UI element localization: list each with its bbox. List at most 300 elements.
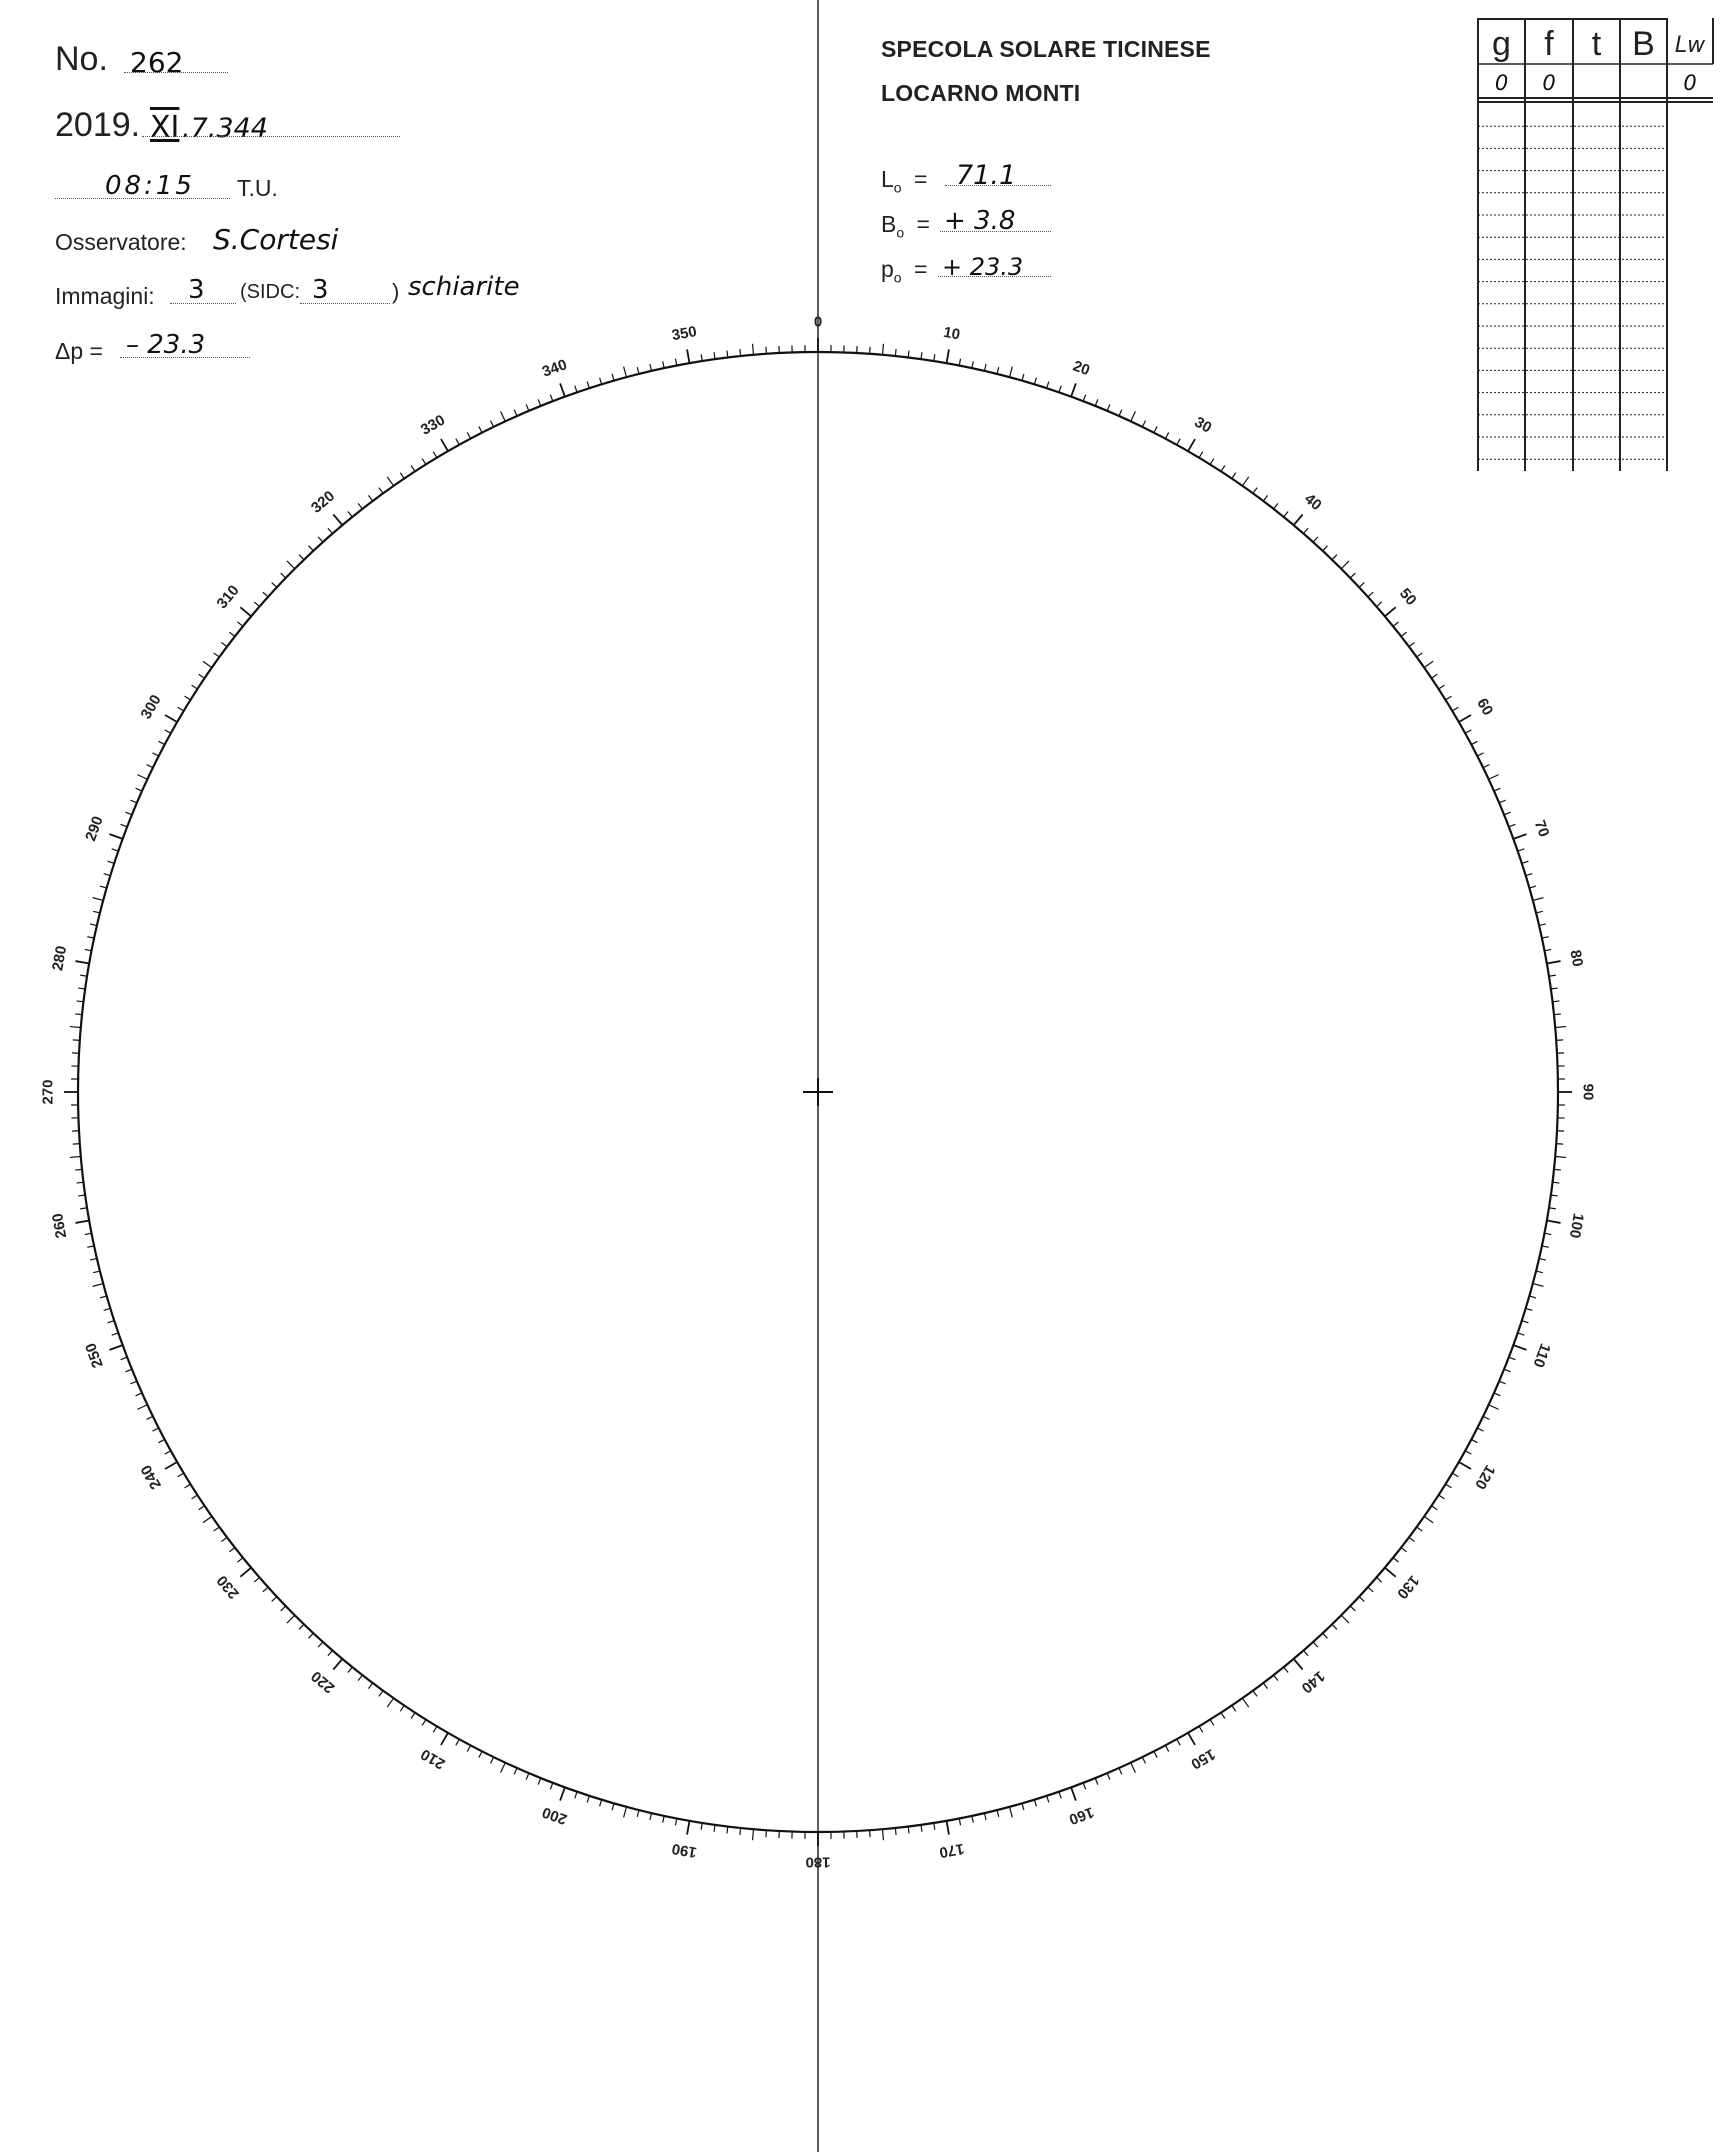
degree-tick [575, 1792, 577, 1799]
degree-tick [158, 1439, 164, 1442]
degree-tick [1199, 1726, 1203, 1732]
degree-tick [1526, 1308, 1533, 1310]
degree-tick [1401, 1548, 1407, 1552]
degree-tick [1551, 988, 1558, 989]
degree-tick [112, 1333, 119, 1335]
degree-tick [1465, 730, 1471, 733]
degree-tick [714, 1825, 715, 1832]
degree-tick [87, 937, 94, 938]
degree-tick [908, 1826, 909, 1833]
count-header-g: g [1492, 25, 1511, 63]
degree-tick [104, 874, 111, 876]
degree-tick [1483, 1416, 1489, 1419]
l0-label [881, 166, 927, 196]
degree-tick [1509, 1357, 1516, 1360]
degree-tick [1047, 1796, 1049, 1803]
degree-tick [272, 1597, 277, 1602]
degree-tick [1533, 1284, 1544, 1287]
degree-tick [1522, 861, 1529, 863]
degree-tick [422, 1720, 426, 1726]
degree-tick [1499, 1381, 1505, 1384]
degree-tick [1504, 1369, 1510, 1372]
sidc-value: 3 [312, 275, 329, 305]
degree-tick [78, 1195, 85, 1196]
degree-tick [87, 1246, 94, 1247]
degree-tick [1554, 1014, 1561, 1015]
degree-tick [1359, 1597, 1364, 1602]
degree-tick [612, 1803, 614, 1810]
degree-tick [984, 1813, 986, 1820]
degree-tick [254, 602, 259, 607]
degree-tick [1552, 1182, 1559, 1183]
angle-label-50: 50 [1395, 585, 1420, 609]
degree-tick [1431, 674, 1437, 678]
degree-tick [299, 1624, 304, 1629]
angle-label-250: 250 [82, 1340, 107, 1371]
degree-tick [221, 642, 227, 646]
angle-label-200: 200 [539, 1803, 570, 1828]
images-value: 3 [188, 275, 205, 305]
degree-tick [753, 1829, 754, 1840]
angle-label-120: 120 [1471, 1461, 1499, 1493]
date-underline [142, 136, 400, 137]
degree-tick [1417, 1527, 1423, 1531]
p0-underline [938, 276, 1051, 277]
angle-label-130: 130 [1393, 1571, 1423, 1602]
degree-tick [1424, 1516, 1433, 1522]
degree-tick [1471, 1439, 1477, 1442]
angle-label-290: 290 [82, 813, 107, 844]
degree-tick [587, 382, 589, 389]
angle-label-220: 220 [308, 1667, 339, 1697]
degree-tick [1555, 1027, 1566, 1028]
degree-tick [192, 685, 198, 689]
degree-tick [1350, 1606, 1355, 1611]
angle-label-310: 310 [213, 582, 243, 613]
degree-tick [130, 1381, 136, 1384]
b0-value: + 3.8 [944, 206, 1016, 236]
degree-tick [1047, 382, 1049, 389]
degree-tick [526, 404, 529, 410]
degree-tick [1341, 1615, 1349, 1623]
degree-tick [1313, 1642, 1318, 1647]
degree-tick [328, 1650, 333, 1655]
degree-tick [152, 753, 158, 756]
angle-label-270: 270 [39, 1079, 57, 1105]
degree-tick [1513, 1345, 1526, 1350]
degree-tick [997, 367, 999, 374]
degree-tick [575, 386, 577, 393]
degree-tick [1368, 592, 1373, 597]
images-label: Immagini: [55, 283, 155, 309]
degree-tick [1401, 632, 1407, 636]
degree-tick [538, 1778, 541, 1784]
degree-tick [1542, 937, 1549, 938]
degree-tick [587, 1796, 589, 1803]
l0-letter: L [881, 166, 894, 192]
l0-value: 71.1 [956, 160, 1017, 191]
angle-label-330: 330 [417, 411, 449, 439]
degree-tick [165, 1462, 177, 1469]
degree-tick [77, 1182, 84, 1183]
degree-tick [136, 788, 142, 791]
degree-tick [328, 528, 333, 533]
degree-tick [921, 352, 922, 359]
degree-tick [237, 1558, 242, 1562]
degree-tick [663, 1816, 664, 1823]
degree-tick [165, 730, 171, 733]
degree-tick [1332, 1624, 1337, 1629]
degree-tick [1544, 1233, 1551, 1234]
degree-tick [1518, 849, 1525, 851]
degree-tick [1131, 411, 1136, 421]
observer-label: Osservatore: [55, 229, 187, 255]
degree-tick [178, 1473, 184, 1477]
degree-tick [318, 537, 323, 542]
degree-tick [1533, 898, 1544, 901]
degree-tick [560, 383, 565, 396]
degree-tick [1119, 1768, 1122, 1774]
l0-eq: = [913, 166, 928, 192]
degree-tick [109, 1345, 122, 1350]
degree-tick [612, 374, 614, 381]
degree-tick [203, 1516, 212, 1522]
count-header-lw: Lw [1674, 33, 1706, 58]
degree-tick [254, 1577, 259, 1582]
degree-tick [147, 1416, 153, 1419]
angle-label-210: 210 [417, 1745, 449, 1773]
angle-label-350: 350 [670, 323, 699, 345]
degree-tick [272, 583, 277, 588]
degree-tick [1549, 975, 1556, 976]
degree-tick [78, 988, 85, 989]
degree-tick [1071, 383, 1076, 396]
degree-tick [1059, 1792, 1061, 1799]
degree-tick [1188, 439, 1195, 451]
degree-tick [1165, 432, 1168, 438]
degree-tick [1494, 788, 1500, 791]
degree-tick [100, 886, 107, 888]
degree-tick [1439, 685, 1445, 689]
degree-tick [1489, 1405, 1499, 1410]
degree-tick [1010, 367, 1013, 378]
degree-tick [514, 1768, 517, 1774]
degree-tick [1439, 1495, 1445, 1499]
degree-tick [501, 1763, 506, 1773]
p0-value: + 23.3 [942, 253, 1024, 281]
count-value-g: 0 [1494, 71, 1509, 95]
degree-tick [1350, 573, 1355, 578]
delta-p-value: – 23.3 [126, 330, 206, 360]
p0-label [881, 256, 927, 286]
degree-tick [479, 426, 482, 432]
degree-tick [1431, 1506, 1437, 1510]
degree-tick [1459, 715, 1471, 722]
degree-tick [263, 592, 268, 597]
degree-tick [348, 511, 352, 516]
degree-tick [192, 1495, 198, 1499]
sidc-underline [300, 303, 390, 304]
degree-tick [882, 344, 883, 355]
degree-tick [1504, 812, 1510, 815]
degree-tick [1022, 1803, 1024, 1810]
degree-tick [165, 1451, 171, 1454]
degree-tick [185, 696, 191, 700]
angle-label-160: 160 [1066, 1803, 1097, 1828]
count-value-f: 0 [1542, 71, 1556, 95]
degree-tick [240, 1568, 251, 1577]
sunspot-count-table [1477, 18, 1716, 476]
degree-tick [1034, 1800, 1036, 1807]
degree-tick [753, 344, 754, 355]
degree-tick [1509, 824, 1516, 827]
time-value: 08:15 [105, 171, 195, 201]
angle-label-10: 10 [942, 323, 962, 344]
angle-label-260: 260 [49, 1211, 71, 1240]
degree-tick [75, 1220, 89, 1222]
degree-tick [491, 421, 494, 427]
degree-tick [152, 1428, 158, 1431]
degree-tick [650, 364, 652, 371]
degree-tick [600, 378, 602, 385]
degree-tick [281, 1606, 286, 1611]
degree-tick [1465, 1451, 1471, 1454]
degree-tick [75, 961, 89, 963]
degree-tick [263, 1587, 268, 1592]
degree-tick [1232, 473, 1236, 479]
degree-tick [1554, 1169, 1561, 1170]
degree-tick [1177, 1739, 1180, 1745]
degree-tick [1142, 421, 1145, 427]
degree-tick [358, 1675, 362, 1681]
degree-tick [1210, 459, 1214, 465]
degree-tick [1313, 537, 1318, 542]
date-prefix: 2019. [55, 106, 141, 144]
b0-sub: o [896, 224, 905, 241]
degree-tick [1323, 546, 1328, 551]
degree-tick [1274, 1675, 1278, 1681]
degree-tick [1542, 1246, 1549, 1247]
number-label: No. [55, 40, 108, 78]
degree-tick [1284, 511, 1288, 516]
degree-tick [333, 1659, 342, 1670]
degree-tick [1459, 1462, 1471, 1469]
count-table-grid [1477, 18, 1716, 471]
degree-tick [1539, 924, 1546, 926]
degree-tick [934, 354, 935, 361]
degree-tick [1303, 528, 1308, 533]
degree-tick [199, 674, 205, 678]
degree-tick [1544, 949, 1551, 950]
degree-tick [687, 349, 689, 363]
degree-tick [701, 1823, 702, 1830]
degree-tick [1417, 653, 1423, 657]
degree-tick [984, 364, 986, 371]
degree-tick [1154, 426, 1157, 432]
degree-tick [1368, 1587, 1373, 1592]
degree-tick [1010, 1807, 1013, 1818]
degree-tick [1552, 1001, 1559, 1002]
degree-tick [908, 351, 909, 358]
degree-tick [637, 367, 639, 374]
degree-tick [147, 765, 153, 768]
degree-tick [309, 546, 314, 551]
degree-tick [70, 1027, 81, 1028]
delta-p-label: Δp = [55, 338, 103, 364]
degree-tick [740, 1828, 741, 1835]
degree-tick [203, 661, 212, 667]
degree-tick [348, 1667, 352, 1672]
angle-label-140: 140 [1297, 1667, 1328, 1697]
degree-tick [1294, 514, 1303, 525]
degree-tick [178, 707, 184, 711]
degree-tick [1095, 399, 1098, 405]
l0-underline [945, 185, 1051, 186]
organization-location: LOCARNO MONTI [881, 80, 1081, 106]
angle-label-230: 230 [213, 1571, 243, 1602]
degree-tick [895, 349, 896, 356]
degree-tick [1142, 1757, 1145, 1763]
angle-label-190: 190 [670, 1839, 699, 1861]
degree-tick [550, 1783, 553, 1790]
degree-tick [318, 1642, 323, 1647]
degree-tick [1446, 1484, 1452, 1488]
number-underline [124, 72, 228, 73]
degree-tick [100, 1296, 107, 1298]
date-suffix: .7.344 [182, 113, 268, 144]
degree-tick [1494, 1393, 1500, 1396]
degree-tick [1489, 775, 1499, 780]
count-header-f: f [1544, 25, 1554, 63]
degree-tick [714, 352, 715, 359]
degree-tick [1177, 439, 1180, 445]
degree-tick [1549, 1208, 1556, 1209]
degree-tick [1452, 1473, 1458, 1477]
conditions-value: schiarite [408, 272, 520, 302]
angle-label-150: 150 [1187, 1745, 1219, 1773]
degree-tick [479, 1751, 482, 1757]
degree-tick [882, 1829, 883, 1840]
degree-tick [136, 1393, 142, 1396]
degree-tick [411, 1713, 415, 1719]
degree-tick [701, 354, 702, 361]
degree-tick [1232, 1705, 1236, 1711]
degree-tick [411, 466, 415, 472]
degree-tick [560, 1787, 565, 1800]
degree-tick [137, 1405, 147, 1410]
degree-tick [93, 898, 104, 901]
degree-tick [299, 555, 304, 560]
degree-tick [1518, 1333, 1525, 1335]
degree-tick [433, 452, 437, 458]
degree-tick [229, 632, 235, 636]
degree-tick [387, 1698, 393, 1707]
degree-tick [1284, 1667, 1288, 1672]
degree-tick [93, 1271, 100, 1273]
degree-tick [1393, 1558, 1398, 1562]
degree-tick [214, 1527, 220, 1531]
degree-tick [387, 477, 393, 486]
angle-label-80: 80 [1566, 948, 1587, 968]
degree-tick [1522, 1321, 1529, 1323]
count-header-b: B [1632, 25, 1655, 63]
angle-label-60: 60 [1473, 695, 1497, 719]
degree-tick [650, 1813, 652, 1820]
degree-tick [333, 514, 342, 525]
degree-tick [221, 1537, 227, 1541]
degree-tick [1242, 477, 1248, 486]
degree-tick [501, 411, 506, 421]
degree-tick [526, 1773, 529, 1779]
degree-tick [538, 399, 541, 405]
degree-tick [229, 1548, 235, 1552]
degree-tick [379, 1691, 383, 1697]
degree-tick [1154, 1751, 1157, 1757]
degree-tick [165, 715, 177, 722]
degree-tick [85, 949, 92, 950]
sidc-label: (SIDC: [240, 281, 300, 303]
degree-tick [550, 395, 553, 402]
degree-tick [456, 439, 459, 445]
degree-tick [1539, 1258, 1546, 1260]
degree-tick [1119, 410, 1122, 416]
degree-tick [1253, 1691, 1257, 1697]
degree-tick [687, 1821, 689, 1835]
degree-tick [467, 432, 470, 438]
degree-tick [1526, 874, 1533, 876]
degree-tick [90, 924, 97, 926]
degree-tick [959, 1818, 960, 1825]
p0-letter: p [881, 256, 894, 282]
degree-tick [1083, 395, 1086, 402]
time-label: T.U. [237, 175, 278, 201]
observer-value: S.Cortesi [213, 223, 339, 256]
degree-tick [1242, 1698, 1248, 1707]
degree-tick [467, 1745, 470, 1751]
degree-tick [1529, 1296, 1536, 1298]
degree-tick [1199, 452, 1203, 458]
degree-tick [287, 1615, 295, 1623]
b0-label [881, 211, 930, 241]
degree-tick [1409, 642, 1415, 646]
p0-sub: o [893, 269, 902, 286]
degree-tick [1210, 1720, 1214, 1726]
degree-tick [422, 459, 426, 465]
degree-tick [80, 1208, 87, 1209]
number-value: 262 [130, 46, 184, 79]
degree-tick [104, 1308, 111, 1310]
degree-tick [1471, 741, 1477, 744]
degree-tick [287, 561, 295, 569]
b0-underline [940, 231, 1051, 232]
degree-tick [80, 975, 87, 976]
images-underline [170, 303, 236, 304]
angle-label-20: 20 [1070, 357, 1093, 380]
degree-tick [1221, 1713, 1225, 1719]
degree-tick [514, 410, 517, 416]
degree-tick [727, 1826, 728, 1833]
count-value-lw: 0 [1683, 71, 1697, 95]
angle-label-90: 90 [1579, 1083, 1597, 1101]
angle-label-340: 340 [539, 356, 570, 381]
degree-tick [1034, 378, 1036, 385]
degree-tick [675, 1818, 676, 1825]
degree-tick [237, 622, 242, 626]
degree-tick [1477, 753, 1483, 756]
degree-tick [1263, 1683, 1267, 1689]
degree-tick [130, 800, 136, 803]
organization-name: SPECOLA SOLARE TICINESE [881, 36, 1211, 62]
